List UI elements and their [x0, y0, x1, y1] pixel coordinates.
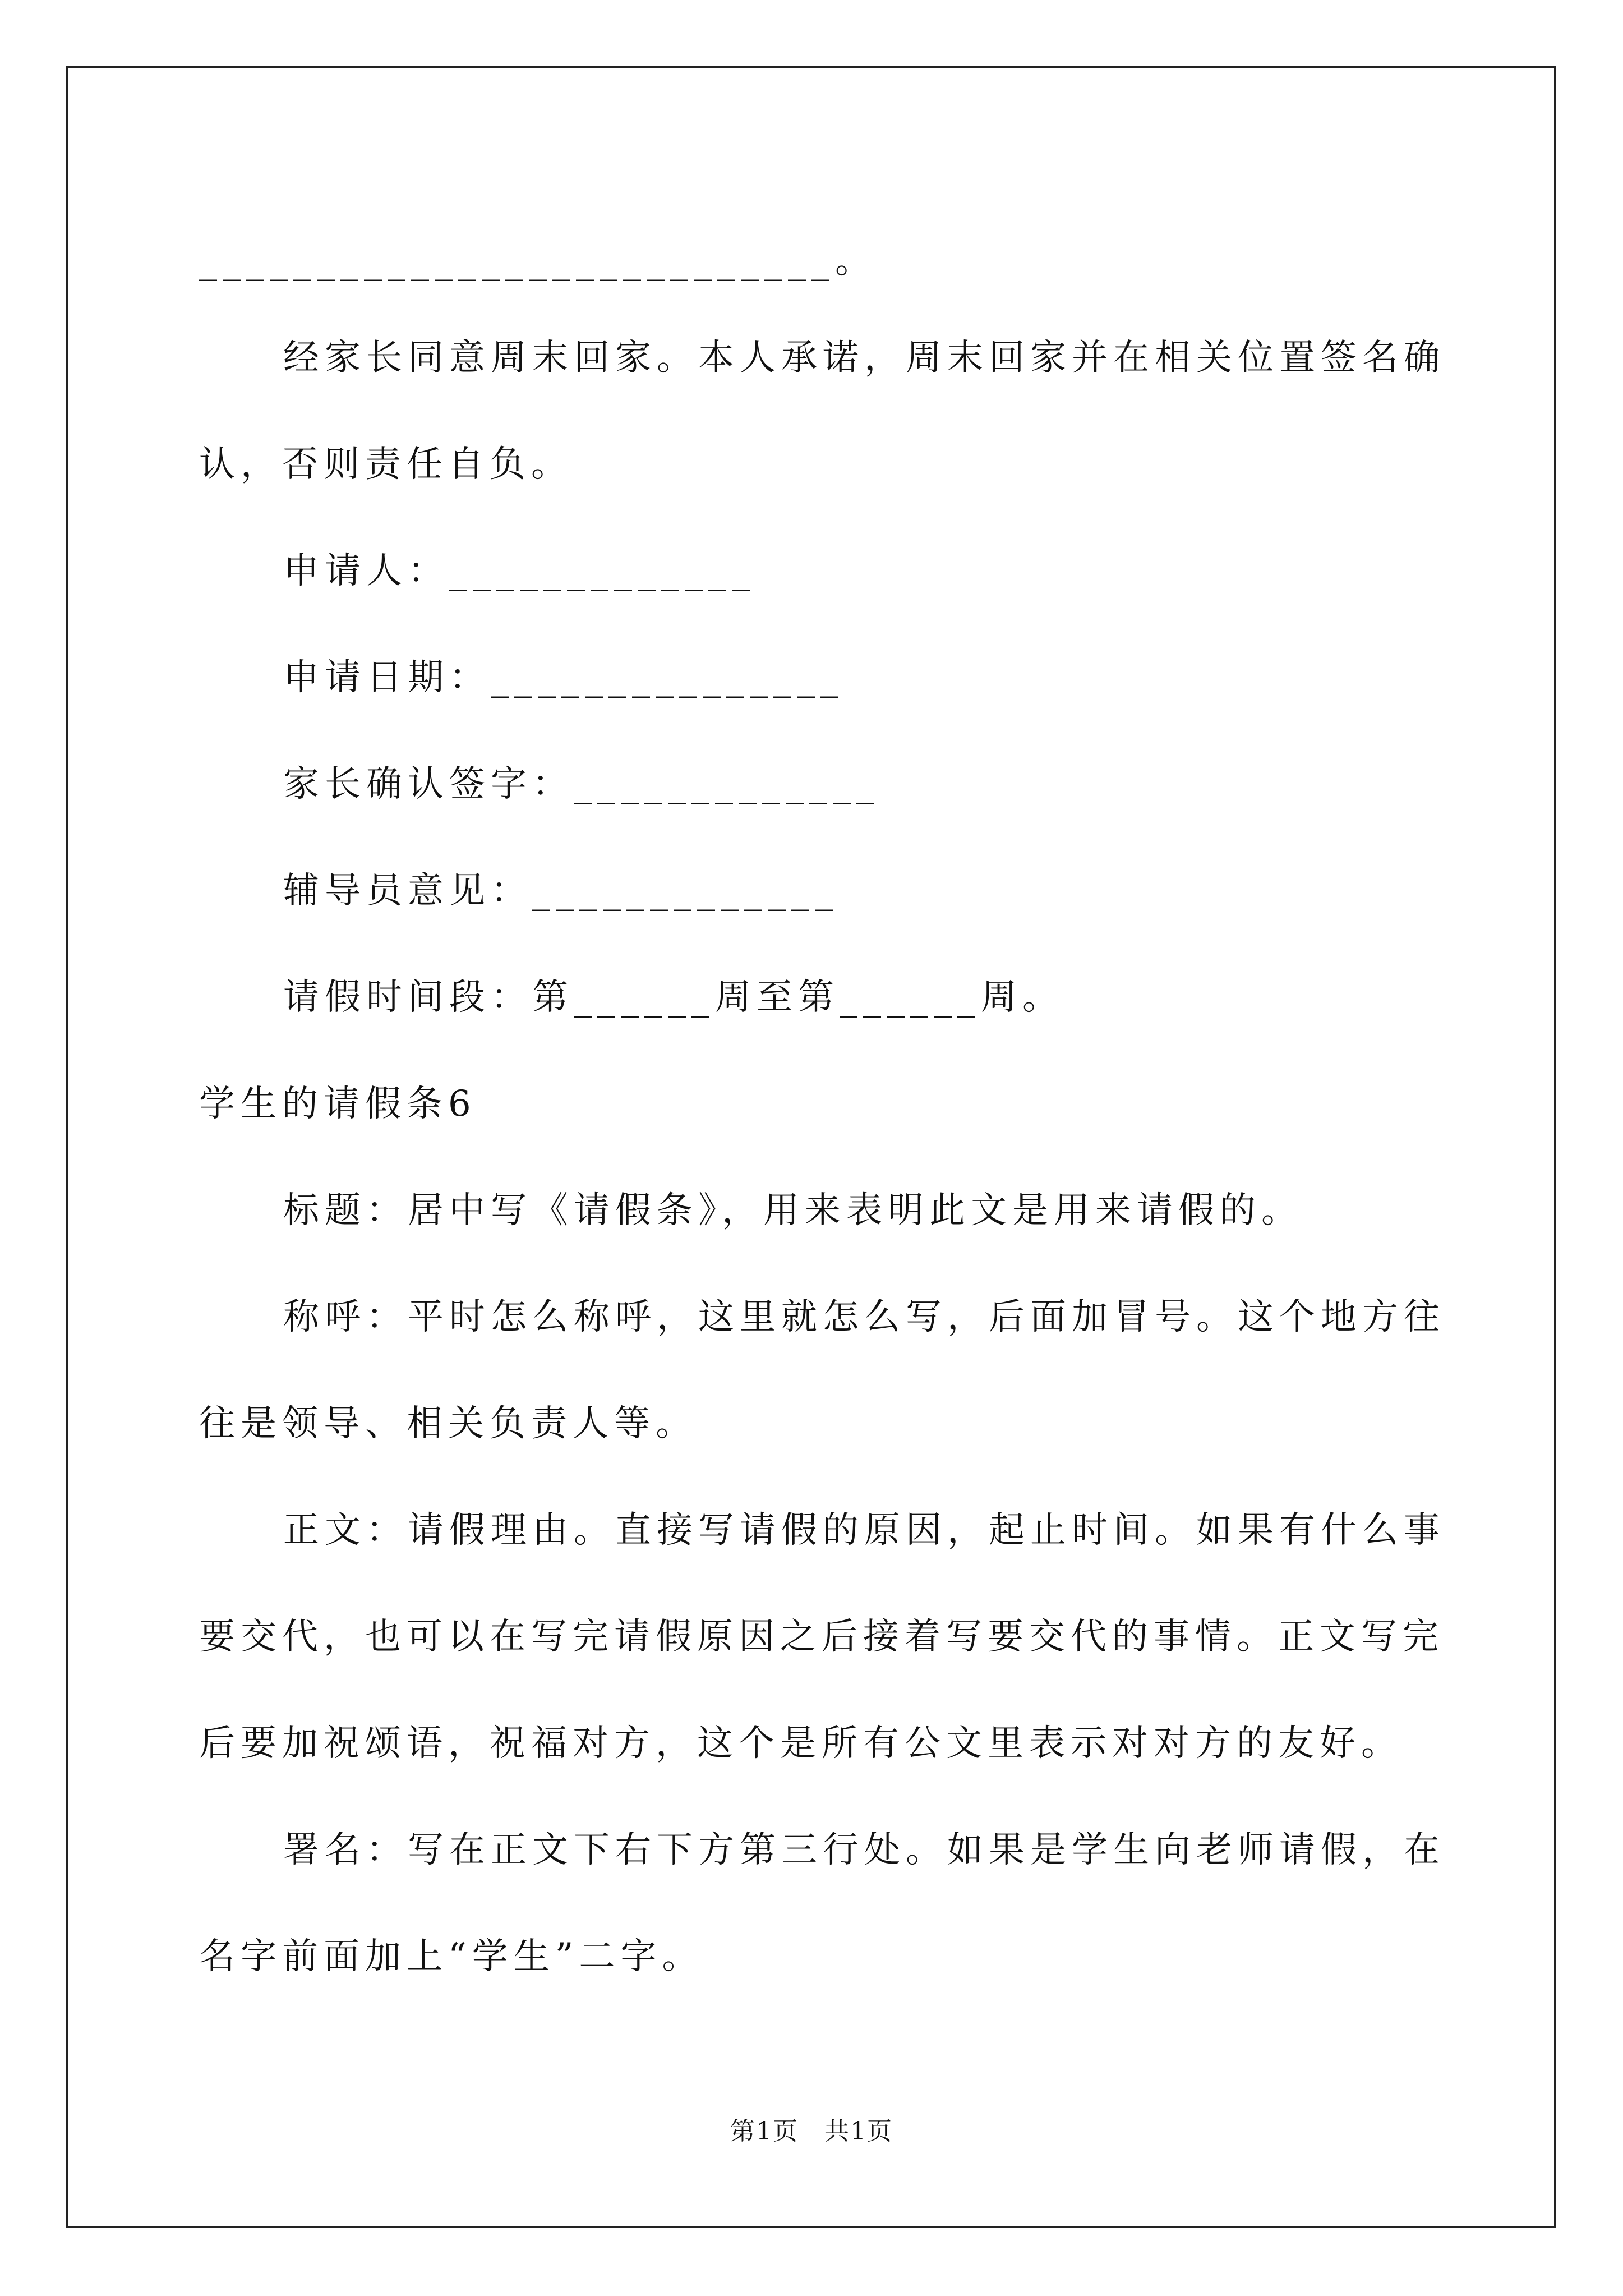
paragraph-salutation-line-2: 往是领导、相关负责人等。 [199, 1403, 697, 1444]
paragraph-body-line-2: 要交代，也可以在写完请假原因之后接着写要交代的事情。正文写完 [199, 1616, 1444, 1658]
page-number-footer: 第1页 共1页 [730, 2117, 893, 2146]
counselor-opinion-field: 辅导员意见：_____________ [283, 870, 838, 912]
paragraph-consent-line-2: 认，否则责任自负。 [199, 444, 573, 485]
paragraph-signature-line-1: 署名：写在正文下右下方第三行处。如果是学生向老师请假，在 [283, 1829, 1445, 1871]
section-heading: 学生的请假条6 [199, 1083, 477, 1125]
paragraph-salutation-line-1: 称呼：平时怎么称呼，这里就怎么写，后面加冒号。这个地方往 [283, 1296, 1445, 1338]
paragraph-body-line-3: 后要加祝颂语，祝福对方，这个是所有公文里表示对对方的友好。 [199, 1723, 1403, 1764]
page-border [66, 66, 1556, 2228]
paragraph-consent-line-1: 经家长同意周末回家。本人承诺，周末回家并在相关位置签名确 [283, 337, 1445, 379]
leave-period-field: 请假时间段：第______周至第______周。 [283, 977, 1064, 1018]
application-date-field: 申请日期：_______________ [283, 657, 844, 698]
paragraph-signature-line-2: 名字前面加上“学生”二字。 [199, 1936, 704, 1977]
paragraph-title: 标题：居中写《请假条》，用来表明此文是用来请假的。 [283, 1190, 1303, 1231]
paragraph-body-line-1: 正文：请假理由。直接写请假的原因，起止时间。如果有什么事 [283, 1510, 1445, 1551]
parent-signature-field: 家长确认签字：_____________ [283, 763, 880, 805]
blank-line-end: ___________________________。 [199, 240, 877, 282]
applicant-field: 申请人：_____________ [283, 550, 755, 592]
